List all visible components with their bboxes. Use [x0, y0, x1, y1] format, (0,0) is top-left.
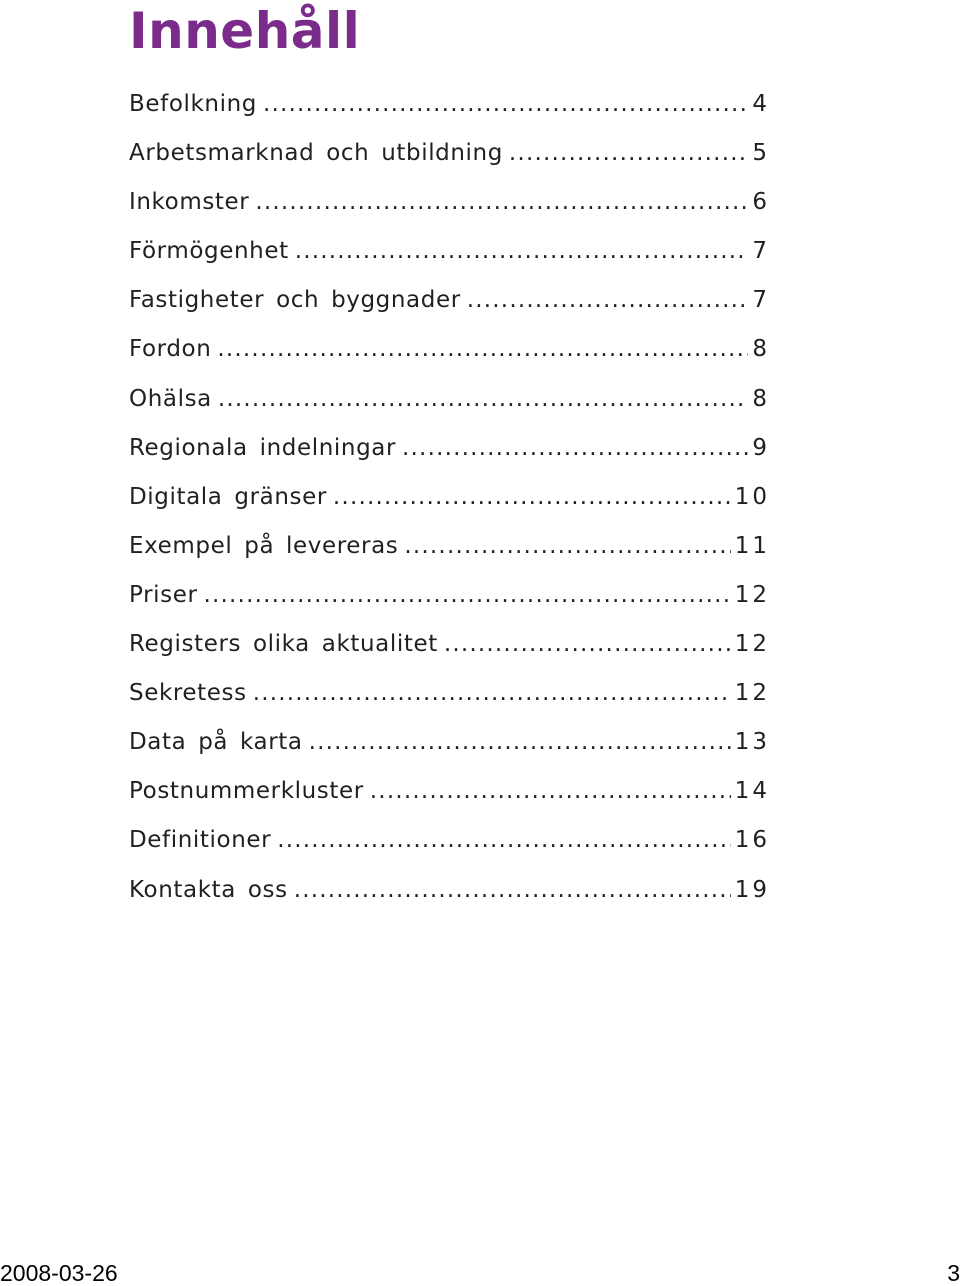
toc-entry-fastigheter[interactable] [129, 276, 770, 325]
toc-entry-ohalsa[interactable] [129, 375, 770, 424]
dot-leader [217, 325, 748, 374]
dot-leader [333, 473, 731, 522]
toc-entry-page: 7 [752, 287, 770, 314]
toc-entry-page: 6 [752, 189, 770, 216]
toc-entry-page: 9 [752, 434, 770, 461]
dot-leader [309, 718, 731, 767]
dot-leader [509, 129, 748, 178]
toc-entry-inkomster[interactable] [129, 178, 770, 227]
dot-leader [294, 866, 731, 915]
toc-entry-page: 12 [734, 581, 770, 608]
toc-entry-page: 4 [752, 91, 770, 117]
toc-entry-label: Postnummerkluster [129, 778, 364, 805]
dot-leader [444, 620, 731, 669]
dot-leader [204, 571, 731, 620]
toc-entry-arbetsmarknad[interactable] [129, 129, 770, 178]
toc-entry-label: Fastigheter och byggnader [129, 287, 461, 314]
toc-entry-label: Kontakta oss [129, 876, 288, 903]
toc-entry-label: Arbetsmarknad och utbildning [129, 140, 503, 167]
toc-entry-label: Sekretess [129, 680, 247, 707]
toc-entry-label: Exempel på levereras [129, 532, 399, 559]
toc-entry-digitala-granser[interactable] [129, 473, 770, 522]
toc-entry-label: Regionala indelningar [129, 434, 397, 461]
page-title: Innehåll [129, 2, 361, 60]
dot-leader [255, 178, 748, 227]
table-of-contents [129, 80, 770, 915]
toc-entry-label: Data på karta [129, 729, 303, 756]
dot-leader [253, 669, 731, 718]
toc-entry-postnummerkluster[interactable] [129, 767, 770, 816]
toc-entry-kontakta-oss[interactable] [129, 866, 770, 915]
dot-leader [277, 816, 731, 865]
toc-entry-regionala-indelningar[interactable] [129, 424, 770, 473]
toc-entry-label: Fordon [129, 336, 212, 363]
toc-entry-page: 8 [752, 385, 770, 412]
footer-page-number: 3 [947, 1260, 960, 1286]
toc-entry-label: Digitala gränser [129, 483, 327, 510]
toc-entry-sekretess[interactable] [129, 669, 770, 718]
toc-entry-label: Förmögenhet [129, 238, 289, 265]
dot-leader [218, 375, 749, 424]
footer-date: 2008-03-26 [0, 1260, 118, 1286]
dot-leader [295, 227, 749, 276]
dot-leader [402, 424, 748, 473]
toc-entry-label: Ohälsa [129, 385, 212, 412]
toc-entry-label: Befolkning [129, 91, 257, 117]
toc-entry-page: 19 [734, 876, 770, 903]
toc-entry-page: 7 [752, 238, 770, 265]
toc-entry-registers-aktualitet[interactable] [129, 620, 770, 669]
dot-leader [263, 80, 748, 129]
toc-entry-definitioner[interactable] [129, 816, 770, 865]
toc-entry-page: 13 [734, 729, 770, 756]
toc-entry-label: Priser [129, 581, 198, 608]
toc-entry-page: 16 [734, 827, 770, 854]
toc-entry-page: 12 [734, 631, 770, 658]
toc-entry-label: Definitioner [129, 827, 272, 854]
toc-entry-priser[interactable] [129, 571, 770, 620]
dot-leader [370, 767, 731, 816]
toc-entry-page: 5 [752, 140, 770, 167]
toc-entry-label: Registers olika aktualitet [129, 631, 438, 658]
toc-entry-page: 10 [734, 483, 770, 510]
dot-leader [404, 522, 730, 571]
dot-leader [467, 276, 749, 325]
toc-entry-page: 11 [734, 532, 770, 559]
toc-entry-page: 8 [752, 336, 770, 363]
toc-entry-formogenhet[interactable] [129, 227, 770, 276]
toc-entry-page: 12 [734, 680, 770, 707]
toc-entry-data-pa-karta[interactable] [129, 718, 770, 767]
toc-entry-label: Inkomster [129, 189, 250, 216]
toc-entry-exempel[interactable] [129, 522, 770, 571]
toc-entry-fordon[interactable] [129, 325, 770, 374]
toc-entry-befolkning[interactable] [129, 80, 770, 129]
toc-entry-page: 14 [734, 778, 770, 805]
